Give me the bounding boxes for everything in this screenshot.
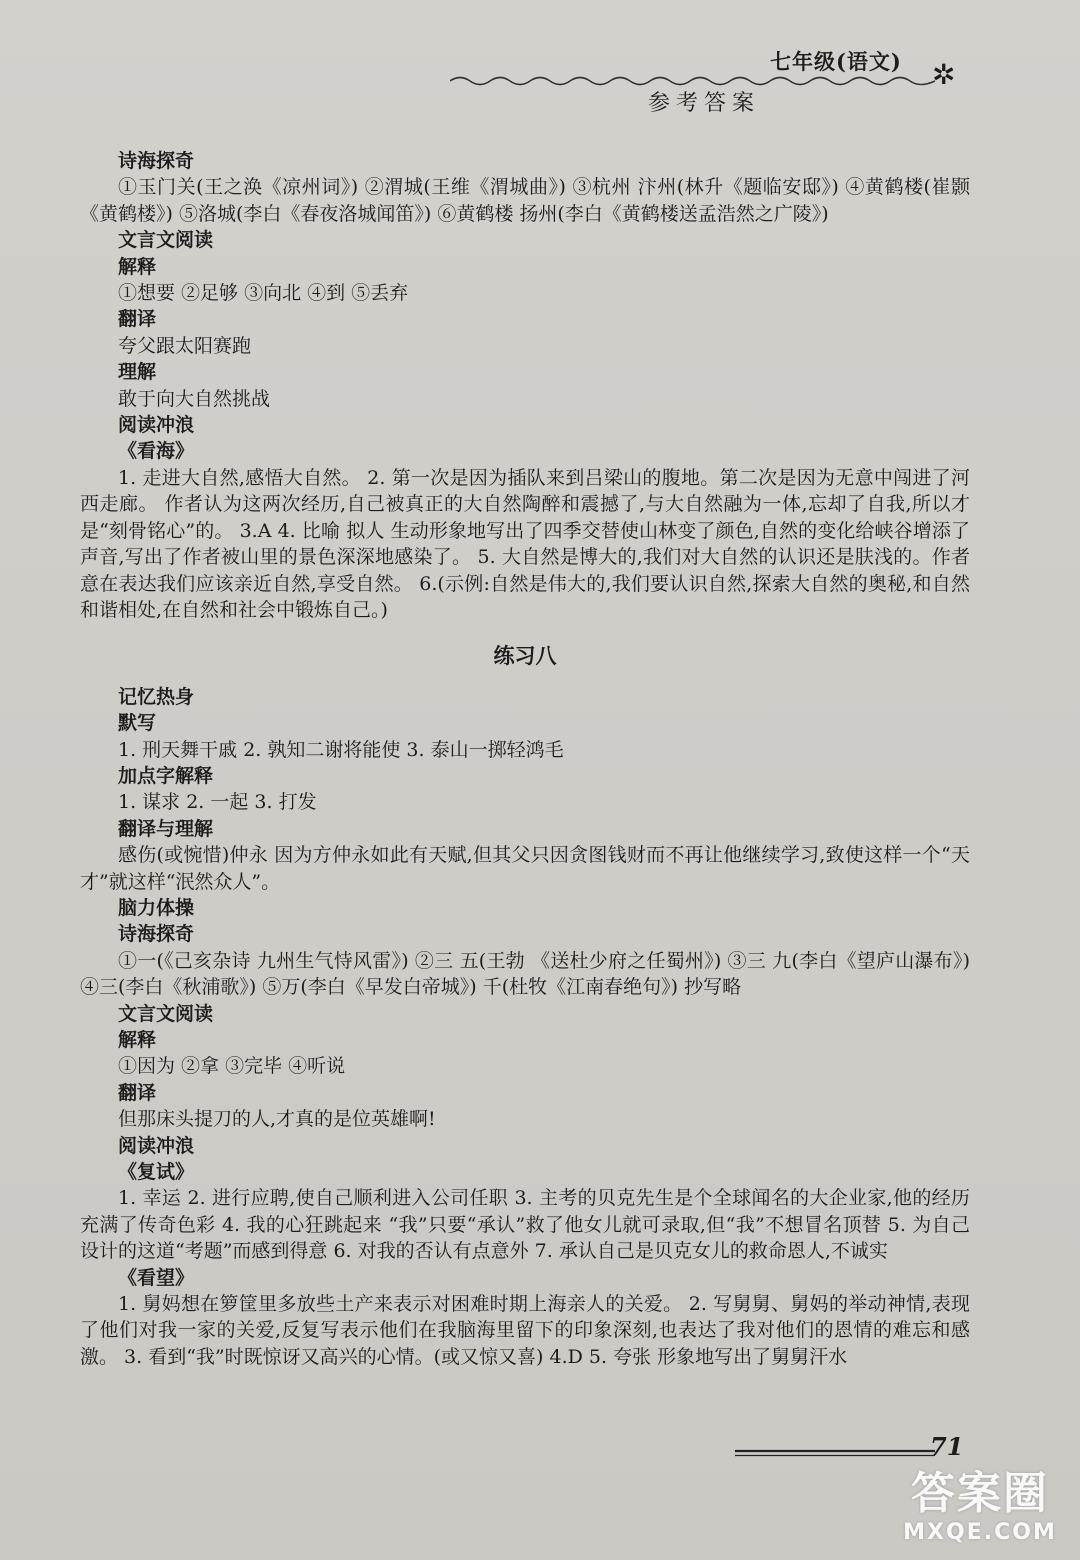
trans-understand-answer: 感伤(或惋惜)仲永 因为方仲永如此有天赋,但其父只因贪图钱财而不再让他继续学习,致使这样一个“天才”就这样“泯然众人”。: [80, 844, 970, 893]
heading-dictation: 默写: [118, 712, 157, 735]
article-title: 《看海》: [118, 440, 195, 463]
star-ornament-icon: ✲: [932, 58, 956, 91]
heading-poem: 诗海探奇: [118, 150, 195, 172]
heading-understand: 理解: [118, 361, 157, 384]
heading-explain: 解释: [118, 255, 157, 278]
heading-dotted: 加点字解释: [118, 764, 214, 787]
header-grade: 七年级(语文): [770, 49, 902, 74]
poem-answer: ①玉门关(王之涣《凉州词》) ②渭城(王维《渭城曲》) ③杭州 汴州(林升《题临安邸》) ④黄鹤楼(崔颢《黄鹤楼》) ⑤洛城(李白《春夜洛城闻笛》) ⑥黄鹤楼 扬州(李白《黄鹤楼送孟浩然之广陵》): [80, 176, 970, 225]
heading-brain: 脑力体操: [118, 896, 195, 919]
dotted-answer: 1. 谋求 2. 一起 3. 打发: [118, 791, 317, 814]
article1-title: 《复试》: [118, 1161, 195, 1184]
understand-answer: 敢于向大自然挑战: [118, 387, 271, 410]
explain-answer: ①想要 ②足够 ③向北 ④到 ⑤丢弃: [118, 282, 409, 305]
section-title: 练习八: [493, 643, 557, 669]
heading-translate-2: 翻译: [118, 1081, 157, 1104]
answer-content: [80, 148, 970, 1370]
translate-answer-2: 但那床头提刀的人,才真的是位英雄啊!: [118, 1108, 436, 1131]
article-answer: 1. 走进大自然,感悟大自然。 2. 第一次是因为插队来到吕梁山的腹地。第二次是因为无意中闯进了河西走廊。 作者认为这两次经历,自己被真正的大自然陶醉和震撼了,与大自然融为一体,忘却了自我,所以才是“刻骨铭心”的。 3.A 4. 比喻 拟人 生动形象地写出了四季交替使山林变了颜色,自然的变化给峡谷增添了声音,写出了作者被山里的景色深深地感染了。 5. 大自然是博大的,我们对大自然的认识还是肤浅的。作者意在表达我们应该亲近自然,享受自然。 6.(示例:自然是伟大的,我们要认识自然,探索大自然的奥秘,和自然和谐相处,在自然和社会中锻炼自己。): [80, 466, 970, 621]
heading-reading-2: 阅读冲浪: [118, 1134, 195, 1157]
poem-answer-2: ①一(《己亥杂诗 九州生气恃风雷》) ②三 五(王勃 《送杜少府之任蜀州》) ③三 九(李白《望庐山瀑布》) ④三(李白《秋浦歌》) ⑤万(李白《早发白帝城》) 千(杜牧《江南春绝句》) 抄写略: [80, 949, 970, 999]
watermark-url: MXQE.COM: [903, 1520, 1057, 1545]
article2-answer: 1. 舅妈想在箩筐里多放些土产来表示对困难时期上海亲人的关爱。 2. 写舅舅、舅妈的举动神情,表现了他们对我一家的关爱,反复写表示他们在我脑海里留下的印象深刻,也表达了我对他们的恩情的难忘和感激。 3. 看到“我”时既惊讶又高兴的心情。(或又惊又喜) 4.D 5. 夸张 形象地写出了舅舅汗水: [80, 1293, 970, 1368]
heading-reading: 阅读冲浪: [118, 414, 195, 437]
heading-translate: 翻译: [118, 308, 157, 331]
watermark-logo: [890, 1468, 1070, 1556]
heading-trans-understand: 翻译与理解: [118, 817, 214, 840]
article2-title: 《看望》: [118, 1266, 195, 1289]
page-number: 71: [930, 1432, 964, 1461]
heading-memory: 记忆热身: [118, 685, 195, 708]
heading-poem-2: 诗海探奇: [118, 923, 195, 946]
article1-answer: 1. 幸运 2. 进行应聘,使自己顺利进入公司任职 3. 主考的贝克先生是个全球闻名的大企业家,他的经历充满了传奇色彩 4. 我的心狂跳起来 “我”只要“承认”救了他女儿就可录取,但“我”不想冒名顶替 5. 为自己设计的这道“考题”而感到得意 6. 对我的否认有点意外 7. 承认自己是贝克女儿的救命恩人,不诚实: [80, 1187, 970, 1263]
heading-explain-2: 解释: [118, 1029, 157, 1051]
heading-classical-2: 文言文阅读: [118, 1002, 214, 1025]
dictation-answer: 1. 刑天舞干戚 2. 孰知二谢将能使 3. 泰山一掷轻鸿毛: [118, 738, 564, 761]
translate-answer: 夸父跟太阳赛跑: [118, 334, 252, 357]
explain-answer-2: ①因为 ②拿 ③完毕 ④听说: [118, 1055, 346, 1078]
footer-rule: [735, 1448, 935, 1458]
watermark-text: 答案圈: [911, 1468, 1049, 1519]
header-title: 参考答案: [648, 91, 761, 116]
heading-classical: 文言文阅读: [118, 229, 214, 252]
